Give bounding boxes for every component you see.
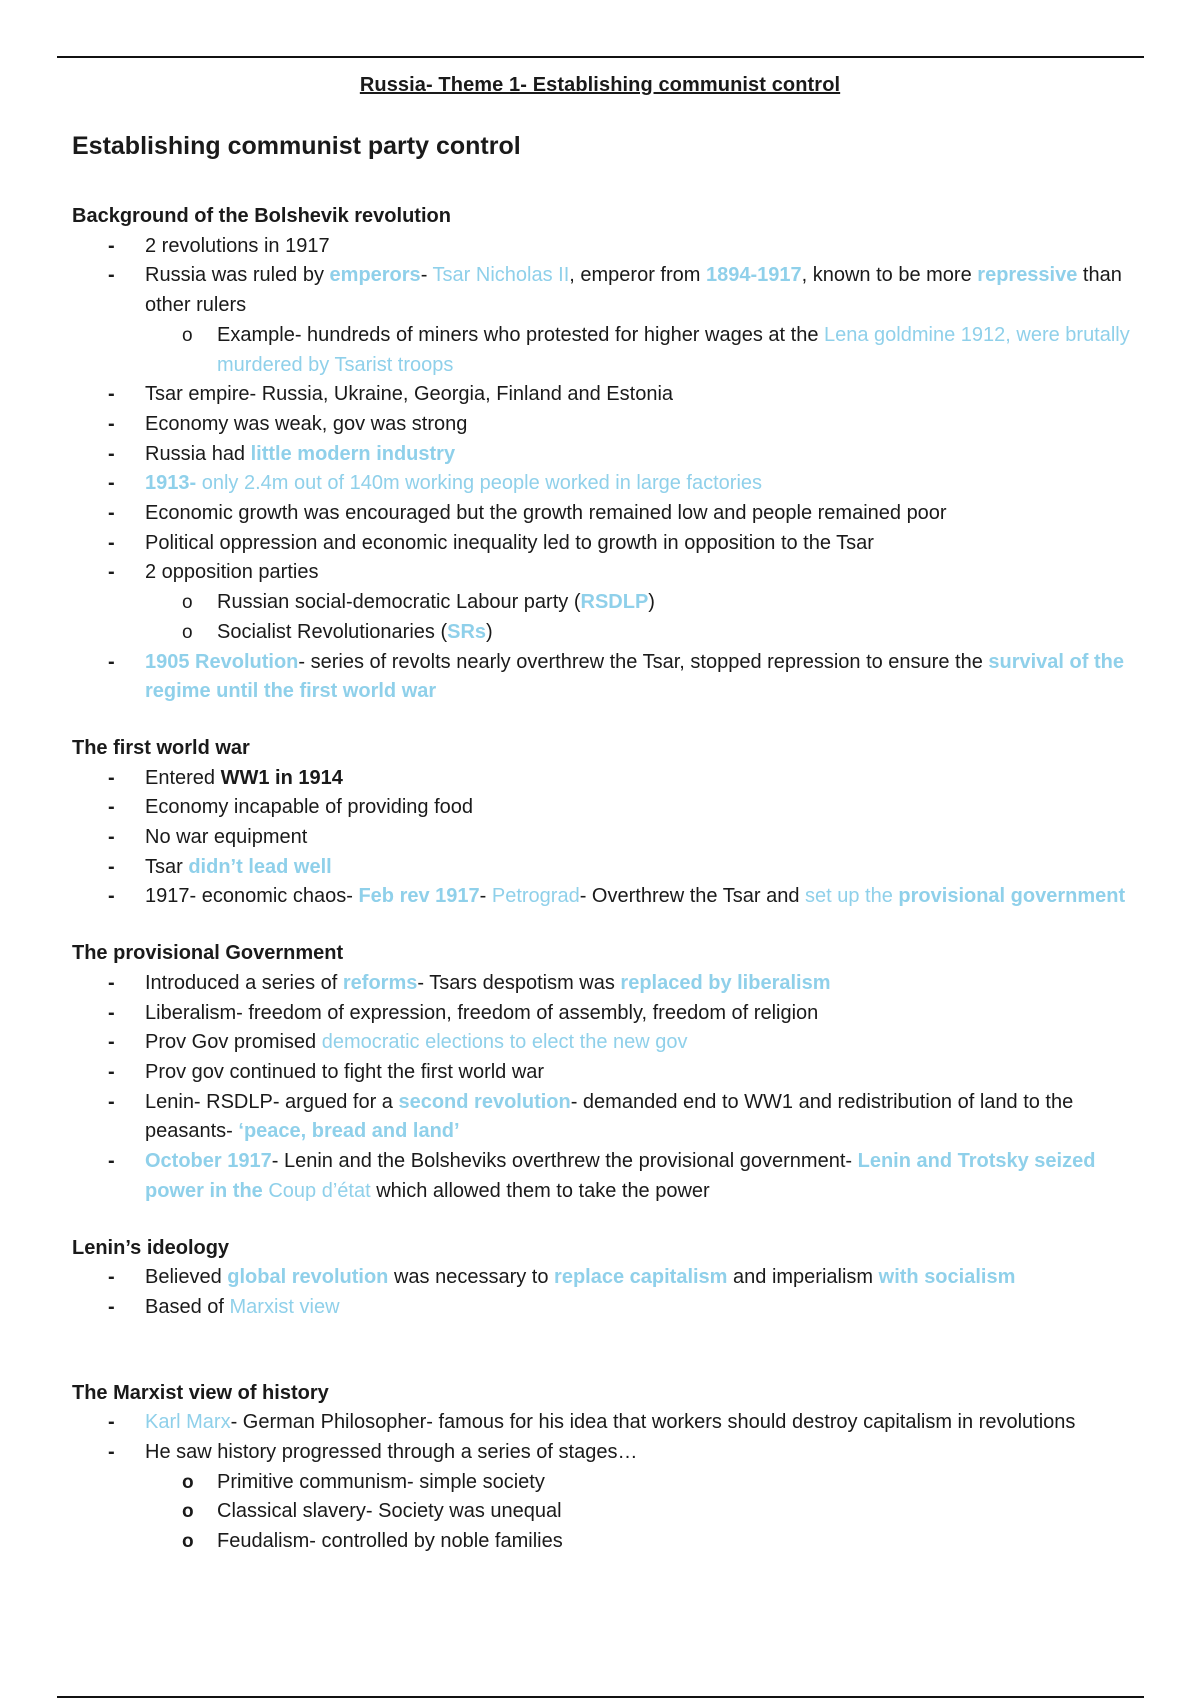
list-item: - Introduced a series of reforms- Tsars despotism was replaced by liberalism [72,969,1132,999]
list-item: o Russian social-democratic Labour party (RSDLP) [72,588,1132,618]
sub-list [145,321,1132,380]
page-heading: Establishing communist party control [72,132,521,160]
bullet-list [72,1408,1132,1557]
list-item: o Socialist Revolutionaries (SRs) [72,618,1132,648]
list-item: - Political oppression and economic inequality led to growth in opposition to the Tsar [72,529,1132,559]
list-item: - No war equipment [72,823,1132,853]
section-provisional-government [72,939,1132,1206]
notes-content [72,202,1132,1584]
list-item: - Believed global revolution was necessary to replace capitalism and imperialism with socialism [72,1263,1132,1293]
list-item: - 1905 Revolution- series of revolts nearly overthrew the Tsar, stopped repression to ensure the survival of the regime until the first world war [72,648,1132,707]
bullet-list [72,969,1132,1207]
list-item: - 2 revolutions in 1917 [72,232,1132,262]
list-item: - Prov Gov promised democratic elections to elect the new gov [72,1028,1132,1058]
list-item: o Classical slavery- Society was unequal [72,1497,1132,1527]
list-item: - Karl Marx- German Philosopher- famous for his idea that workers should destroy capitalism in revolutions [72,1408,1132,1438]
list-item: - Entered WW1 in 1914 [72,764,1132,794]
document-title: Russia- Theme 1- Establishing communist control [359,74,841,96]
top-rule [57,56,1144,58]
section-first-world-war [72,734,1132,912]
list-item: - 1917- economic chaos- Feb rev 1917- Petrograd- Overthrew the Tsar and set up the provisional government [72,882,1132,912]
bottom-rule [57,1696,1144,1698]
section-marxist-view [72,1379,1132,1557]
bullet-list [72,764,1132,913]
list-item: - Economy incapable of providing food [72,793,1132,823]
list-item: - Liberalism- freedom of expression, freedom of assembly, freedom of religion [72,999,1132,1029]
list-item: - 1913- only 2.4m out of 140m working people worked in large factories [72,469,1132,499]
list-item: - Tsar empire- Russia, Ukraine, Georgia, Finland and Estonia [72,380,1132,410]
bullet-list [72,232,1132,707]
list-item: o Feudalism- controlled by noble families [72,1527,1132,1557]
list-item: - He saw history progressed through a series of stages… o Primitive communism- simple society o Classical slavery- Society was unequal o Feudalism- controlled by noble families [72,1438,1132,1557]
list-item: - October 1917- Lenin and the Bolsheviks overthrew the provisional government- Lenin and Trotsky seized power in the Coup d’état which allowed them to take the power [72,1147,1132,1206]
list-item: - Russia had little modern industry [72,440,1132,470]
section-heading: The first world war [72,736,250,759]
list-item: - Economic growth was encouraged but the growth remained low and people remained poor [72,499,1132,529]
section-heading: Lenin’s ideology [72,1236,230,1259]
list-item: - Economy was weak, gov was strong [72,410,1132,440]
list-item: - Based of Marxist view [72,1293,1132,1323]
list-item: o Primitive communism- simple society [72,1468,1132,1498]
list-item: - 2 opposition parties o Russian social-democratic Labour party (RSDLP) o Socialist Revolutionaries (SRs) [72,558,1132,647]
section-heading: The provisional Government [72,942,344,965]
sub-list [145,588,1132,647]
list-item: - Russia was ruled by emperors- Tsar Nicholas II, emperor from 1894-1917, known to be more repressive than other rulers o Example- hundreds of miners who protested for higher wages at the Lena goldmine 1912, were brutally murdered by Tsarist troops [72,261,1132,380]
bullet-list [72,1263,1132,1322]
section-lenins-ideology [72,1234,1132,1323]
list-item: o Example- hundreds of miners who protested for higher wages at the Lena goldmine 1912, were brutally murdered by Tsarist troops [72,321,1132,380]
section-heading: The Marxist view of history [72,1381,329,1404]
sub-list [145,1468,1132,1557]
section-heading: Background of the Bolshevik revolution [72,205,451,227]
list-item: - Tsar didn’t lead well [72,853,1132,883]
list-item: - Prov gov continued to fight the first world war [72,1058,1132,1088]
list-item: - Lenin- RSDLP- argued for a second revolution- demanded end to WW1 and redistribution of land to the peasants- ‘peace, bread and land’ [72,1088,1132,1147]
section-background [72,202,1132,707]
